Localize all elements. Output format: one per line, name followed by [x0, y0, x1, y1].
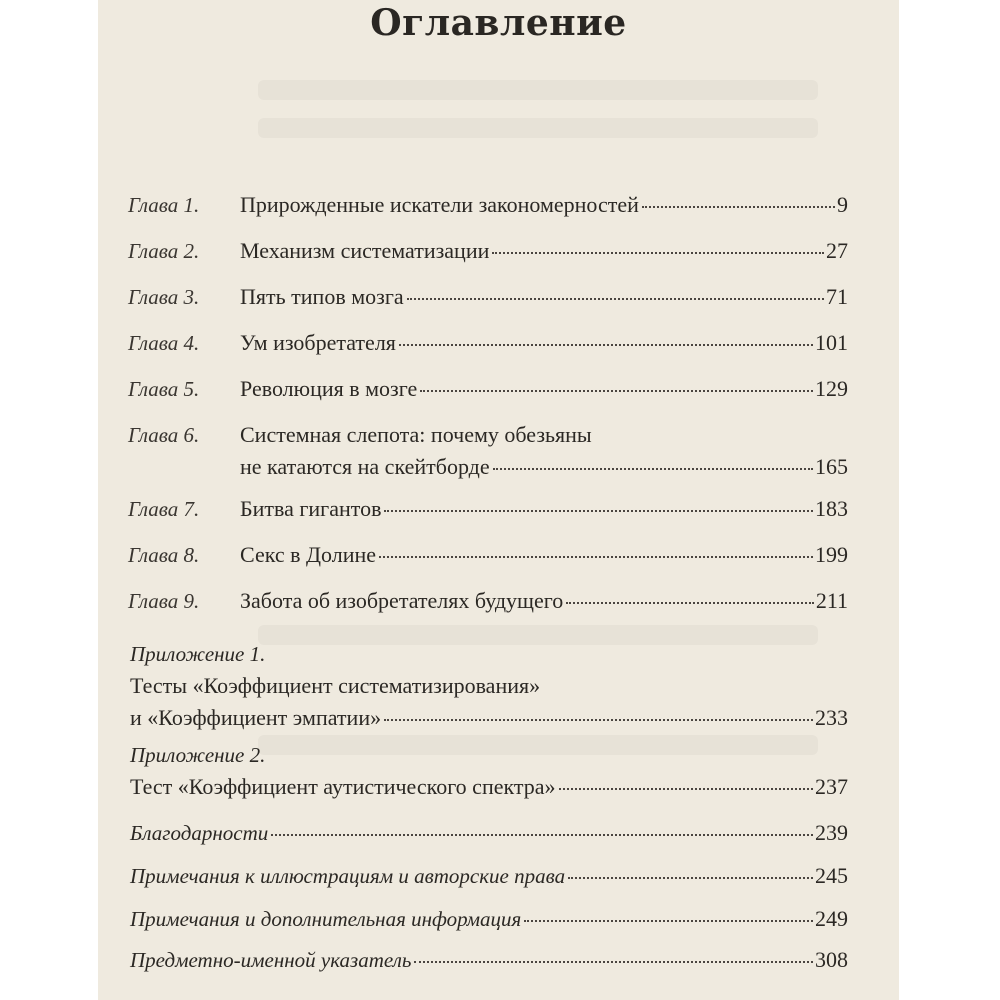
leader-dots [642, 206, 835, 208]
chapter-title-line-2: не катаются на скейтборде [240, 454, 490, 479]
page-number: 183 [815, 496, 848, 521]
chapter-title: Революция в мозге [240, 376, 418, 401]
section-title: Примечания к иллюстрациям и авторские права [130, 864, 566, 888]
appendix-title: Тест «Коэффициент аутистического спектра» [130, 774, 556, 799]
page-number: 165 [815, 454, 848, 479]
chapter-title: Пять типов мозга [240, 284, 404, 309]
leader-dots [524, 920, 813, 922]
leader-dots [379, 556, 813, 558]
appendix-title-line-2: и «Коэффициент эмпатии» [130, 705, 382, 730]
leader-dots [559, 788, 813, 790]
chapter-label: Глава 8. [128, 543, 200, 567]
page-number: 308 [815, 947, 848, 972]
section-title: Предметно-именной указатель [130, 948, 412, 972]
page-number: 9 [837, 192, 848, 217]
appendix-label: Приложение 1. [130, 642, 266, 666]
leader-dots [420, 390, 813, 392]
chapter-label: Глава 7. [128, 497, 200, 521]
chapter-title: Ум изобретателя [240, 330, 396, 355]
page-number: 245 [815, 863, 848, 888]
page-number: 101 [815, 330, 848, 355]
chapter-label: Глава 1. [128, 193, 200, 217]
chapter-title: Прирожденные искатели закономерностей [240, 192, 639, 217]
book-page [98, 0, 899, 1000]
table-of-contents [98, 0, 899, 1000]
leader-dots [568, 877, 813, 879]
chapter-label: Глава 3. [128, 285, 200, 309]
chapter-title: Забота об изобретателях будущего [240, 588, 564, 613]
chapter-title: Битва гигантов [240, 496, 382, 521]
page-number: 211 [815, 588, 848, 613]
section-title: Благодарности [130, 821, 269, 845]
chapter-label: Глава 9. [128, 589, 200, 613]
leader-dots [492, 252, 824, 254]
page-number: 233 [815, 705, 848, 730]
leader-dots [384, 719, 813, 721]
page-number: 199 [815, 542, 848, 567]
chapter-label: Глава 5. [128, 377, 200, 401]
appendix-title-line-1: Тесты «Коэффициент систематизирования» [130, 673, 541, 698]
leader-dots [407, 298, 824, 300]
page-number: 239 [815, 820, 848, 845]
page-number: 237 [815, 774, 848, 799]
chapter-label: Глава 6. [128, 423, 200, 447]
chapter-title-line-1: Системная слепота: почему обезьяны [240, 422, 592, 447]
leader-dots [566, 602, 814, 604]
page-title: Оглавление [370, 2, 627, 44]
leader-dots [399, 344, 813, 346]
leader-dots [384, 510, 813, 512]
chapter-label: Глава 4. [128, 331, 200, 355]
leader-dots [493, 468, 813, 470]
page-number: 249 [815, 906, 848, 931]
chapter-title: Механизм систематизации [240, 238, 490, 263]
page-number: 129 [815, 376, 848, 401]
page-number: 27 [826, 238, 848, 263]
leader-dots [271, 834, 813, 836]
section-title: Примечания и дополнительная информация [130, 907, 522, 931]
leader-dots [414, 961, 813, 963]
chapter-title: Секс в Долине [240, 542, 377, 567]
chapter-label: Глава 2. [128, 239, 200, 263]
page-number: 71 [826, 284, 848, 309]
appendix-label: Приложение 2. [130, 743, 266, 767]
